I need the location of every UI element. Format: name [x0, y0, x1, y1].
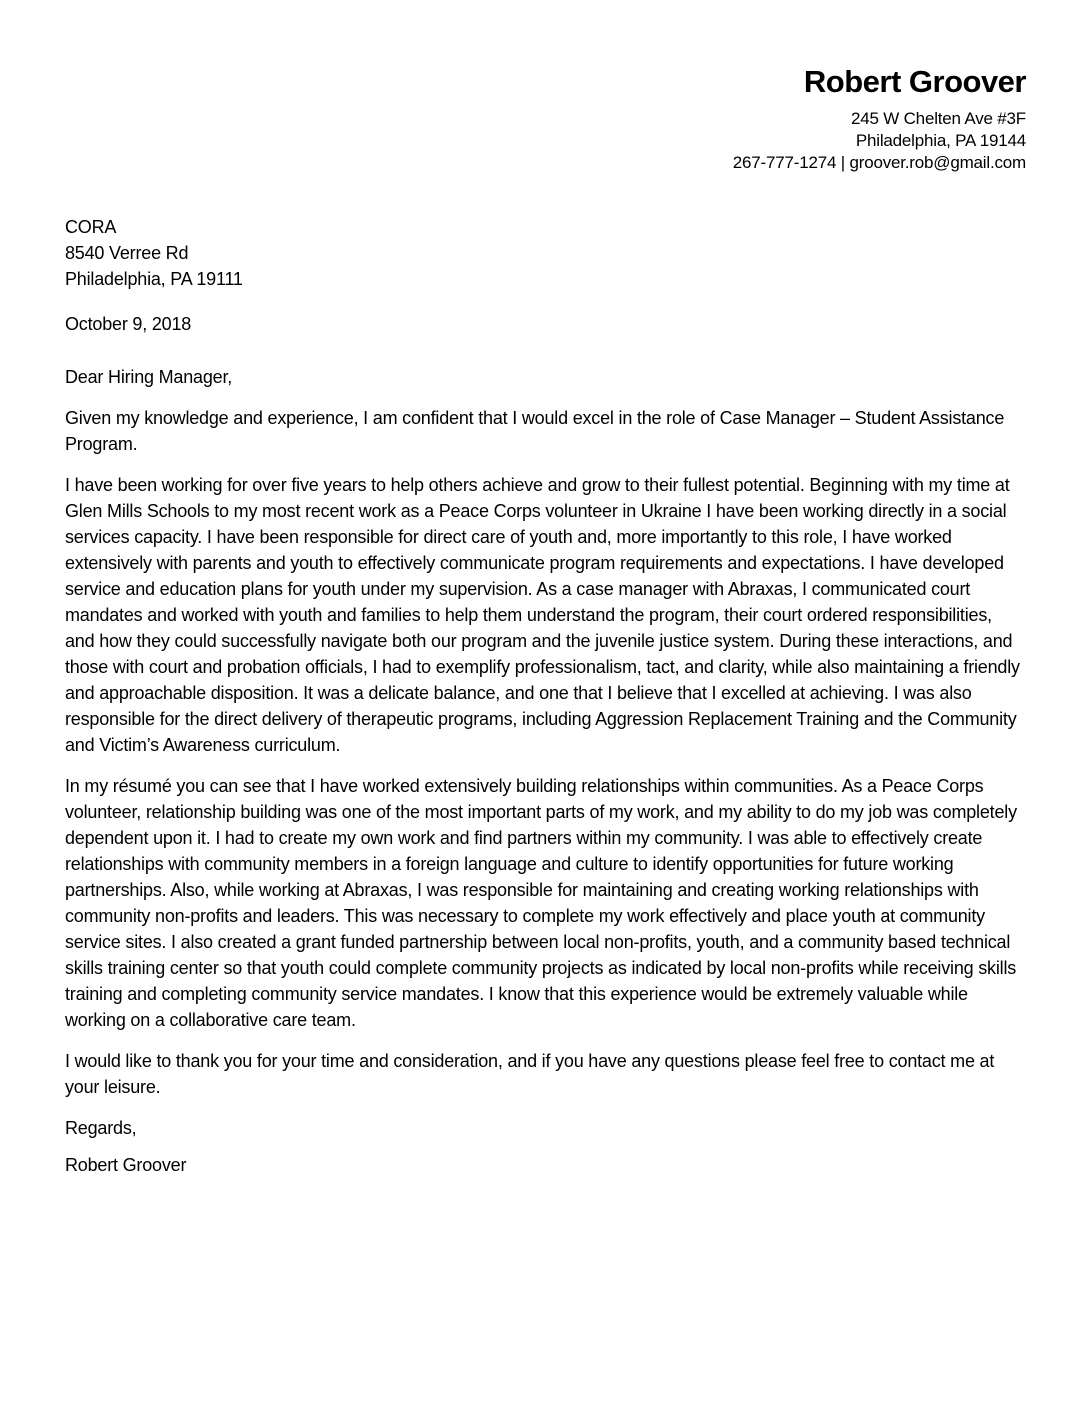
sender-address-line2: Philadelphia, PA 19144	[855, 131, 1026, 150]
sender-header	[65, 64, 1026, 174]
signature-name: Robert Groover	[65, 1155, 187, 1175]
paragraph-thanks: I would like to thank you for your time and consideration, and if you have any questions please feel free to contact me at your leisure.	[65, 1051, 995, 1097]
letter-date: October 9, 2018	[65, 314, 192, 334]
salutation: Dear Hiring Manager,	[65, 367, 233, 387]
closing: Regards,	[65, 1118, 137, 1138]
sender-name: Robert Groover	[803, 64, 1026, 99]
sender-address-line1: 245 W Chelten Ave #3F	[850, 109, 1026, 128]
recipient-block	[65, 214, 1026, 292]
recipient-address-line1: 8540 Verree Rd	[65, 243, 189, 263]
recipient-name: CORA	[65, 217, 117, 237]
recipient-address-line2: Philadelphia, PA 19111	[65, 269, 243, 289]
paragraph-relationships: In my résumé you can see that I have worked extensively building relationships within communities. As a Peace Corps volunteer, relationship building was one of the most important parts of my work, and my ability to do my job was completely dependent upon it. I had to create my own work and find partners within my community. I was able to effectively create relationships with community members in a foreign language and culture to identify opportunities for future working partnerships. Also, while working at Abraxas, I was responsible for maintaining and creating working relationships with community non-profits and leaders. This was necessary to complete my work effectively and place youth at community service sites. I also created a grant funded partnership between local non-profits, youth, and a community based technical skills training center so that youth could complete community projects as indicated by local non-profits while receiving skills training and completing community service mandates. I know that this experience would be extremely valuable while working on a collaborative care team.	[65, 776, 1017, 1030]
paragraph-intro: Given my knowledge and experience, I am confident that I would excel in the role of Case Manager – Student Assistance Program.	[65, 408, 1005, 454]
sender-contact: 267-777-1274 | groover.rob@gmail.com	[732, 153, 1026, 172]
paragraph-experience: I have been working for over five years to help others achieve and grow to their fullest potential. Beginning with my time at Glen Mills Schools to my most recent work as a Peace Corps volunteer in Ukraine I have been working directly in a social services capacity. I have been responsible for direct care of youth and, more importantly to this role, I have worked extensively with parents and youth to effectively communicate program requirements and expectations. I have developed service and education plans for youth under my supervision. As a case manager with Abraxas, I communicated court mandates and worked with youth and families to help them understand the program, their court ordered responsibilities, and how they could successfully navigate both our program and the juvenile justice system. During these interactions, and those with court and probation officials, I had to exemplify professionalism, tact, and clarity, while also maintaining a friendly and approachable disposition. It was a delicate balance, and one that I believe that I excelled at achieving. I was also responsible for the direct delivery of therapeutic programs, including Aggression Replacement Training and the Community and Victim’s Awareness curriculum.	[65, 475, 1020, 755]
